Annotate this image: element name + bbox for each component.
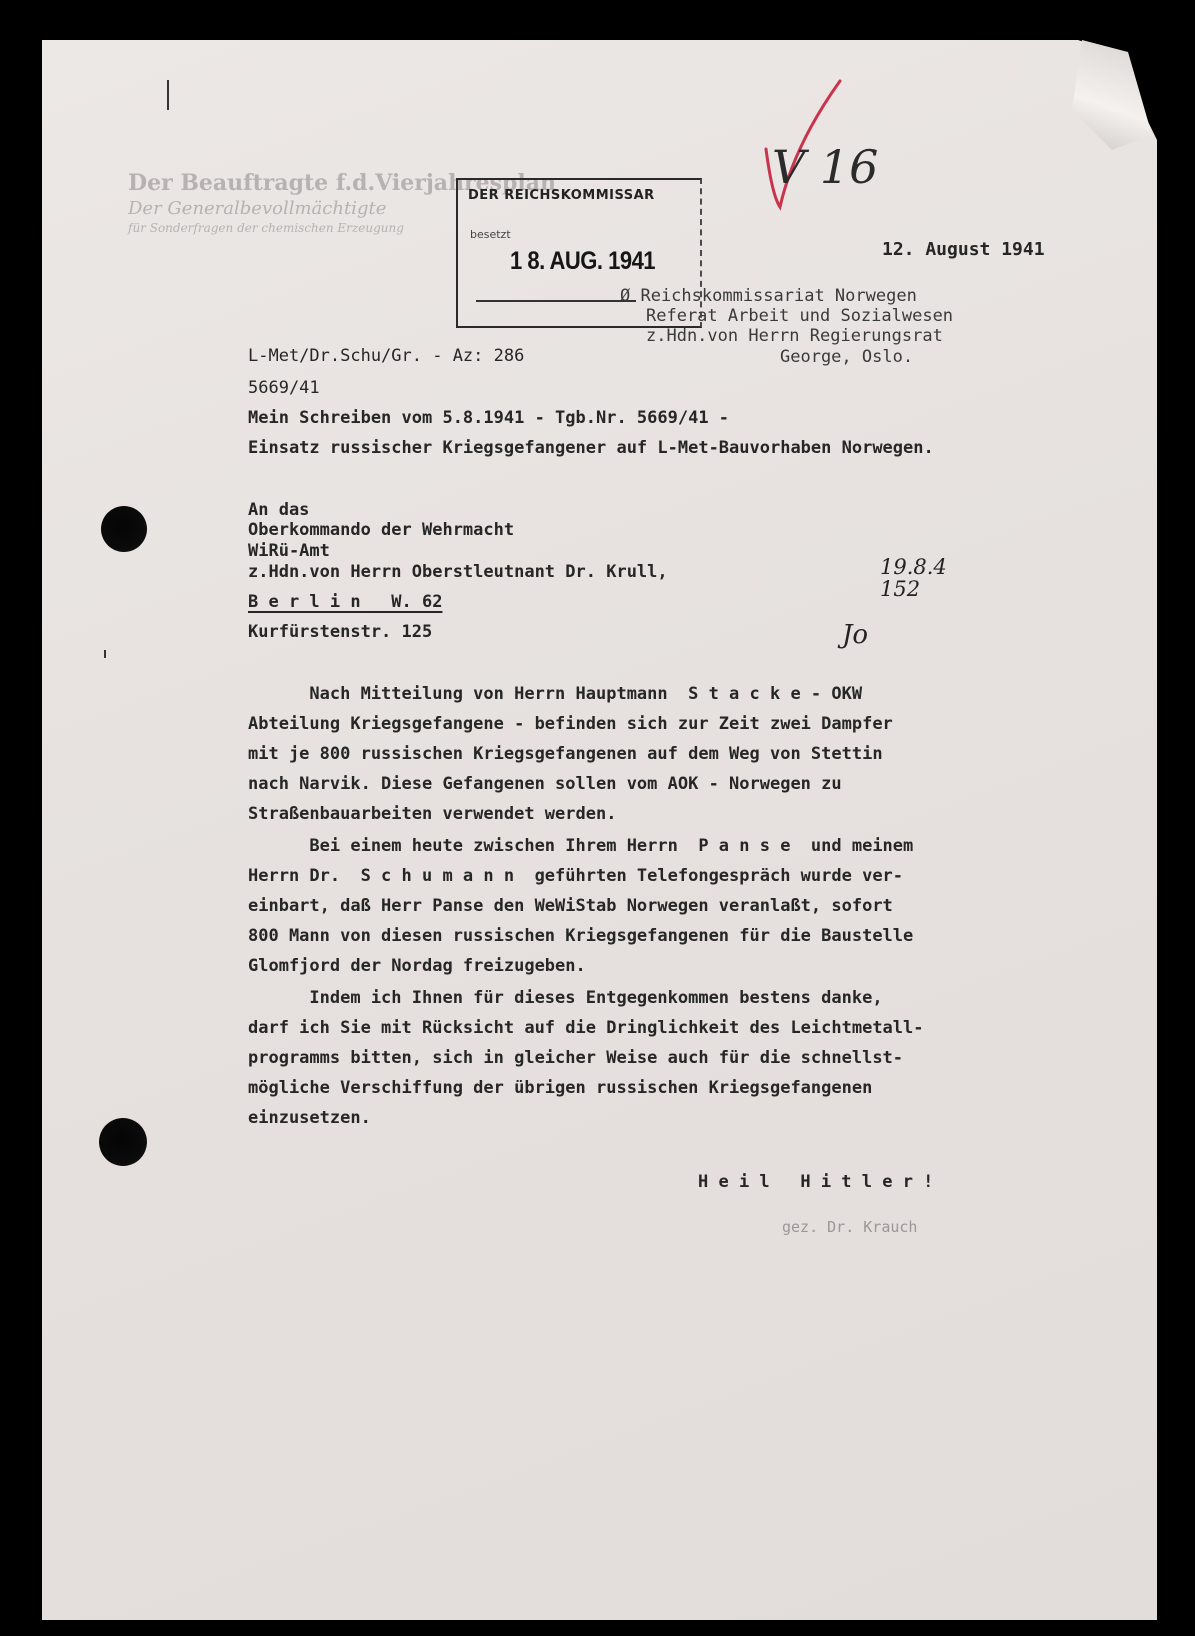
signature: gez. Dr. Krauch xyxy=(782,1218,918,1236)
body-line: einzusetzen. xyxy=(248,1108,371,1128)
cc-line: z.Hdn.von Herrn Regierungsrat xyxy=(646,326,943,346)
address-line: WiRü-Amt xyxy=(248,541,330,561)
address-line: z.Hdn.von Herrn Oberstleutnant Dr. Krull, xyxy=(248,562,668,582)
body-line: nach Narvik. Diese Gefangenen sollen vom AOK - Norwegen zu xyxy=(248,774,842,794)
handwritten-note: 19.8.4 152 xyxy=(880,555,947,601)
punch-hole-bottom xyxy=(99,1118,147,1166)
handwritten-initials: Jo xyxy=(842,620,869,650)
stamp-label: besetzt xyxy=(470,228,511,241)
body-line: Bei einem heute zwischen Ihrem Herrn P a n s e und meinem xyxy=(248,836,914,856)
cc-line: George, Oslo. xyxy=(780,347,914,367)
sender-line: Der Beauftragte f.d.Vierjahresplan xyxy=(128,170,557,196)
address-line: An das xyxy=(248,500,310,520)
stamp-rule xyxy=(476,300,636,302)
body-line: mögliche Verschiffung der übrigen russischen Kriegsgefangenen xyxy=(248,1078,873,1098)
body-line: Abteilung Kriegsgefangene - befinden sich zur Zeit zwei Dampfer xyxy=(248,714,893,734)
body-line: programms bitten, sich in gleicher Weise auch für die schnellst- xyxy=(248,1048,904,1068)
cc-line: Referat Arbeit und Sozialwesen xyxy=(646,306,954,326)
stamp-date: 1 8. AUG. 1941 xyxy=(510,246,656,275)
body-line: Herrn Dr. S c h u m a n n geführten Telefongespräch wurde ver- xyxy=(248,866,904,886)
body-line: Indem ich Ihnen für dieses Entgegenkommen bestens danke, xyxy=(248,988,883,1008)
body-line: Glomfjord der Nordag freizugeben. xyxy=(248,956,586,976)
address-line: Oberkommando der Wehrmacht xyxy=(248,520,515,540)
margin-tick xyxy=(104,650,106,658)
body-line: Nach Mitteilung von Herrn Hauptmann S t a c k e - OKW xyxy=(248,684,863,704)
body-line: mit je 800 russischen Kriegsgefangenen auf dem Weg von Stettin xyxy=(248,744,883,764)
body-line: 800 Mann von diesen russischen Kriegsgefangenen für die Baustelle xyxy=(248,926,914,946)
sender-line: für Sonderfragen der chemischen Erzeugung xyxy=(128,221,404,235)
body-line: Straßenbauarbeiten verwendet werden. xyxy=(248,804,617,824)
letter-date: 12. August 1941 xyxy=(882,239,1045,260)
reference-line: L-Met/Dr.Schu/Gr. - Az: 286 xyxy=(248,346,525,366)
cc-line: Ø Reichskommissariat Norwegen xyxy=(620,286,917,306)
body-line: einbart, daß Herr Panse den WeWiStab Norwegen veranlaßt, sofort xyxy=(248,896,893,916)
margin-tick xyxy=(167,80,169,110)
reference-line: 5669/41 xyxy=(248,378,320,398)
punch-hole-top xyxy=(101,506,147,552)
subject-line: Mein Schreiben vom 5.8.1941 - Tgb.Nr. 5669/41 - xyxy=(248,408,730,428)
subject-line: Einsatz russischer Kriegsgefangener auf L-Met-Bauvorhaben Norwegen. xyxy=(248,438,934,458)
sender-line: Der Generalbevollmächtigte xyxy=(128,198,387,219)
address-city: B e r l i n W. 62 xyxy=(248,592,443,612)
handwritten-reference-mark: V 16 xyxy=(772,140,879,194)
address-street: Kurfürstenstr. 125 xyxy=(248,622,433,642)
body-line: darf ich Sie mit Rücksicht auf die Dringlichkeit des Leichtmetall- xyxy=(248,1018,924,1038)
closing: H e i l H i t l e r ! xyxy=(698,1172,934,1192)
stamp-title: DER REICHSKOMMISSAR xyxy=(468,188,655,203)
